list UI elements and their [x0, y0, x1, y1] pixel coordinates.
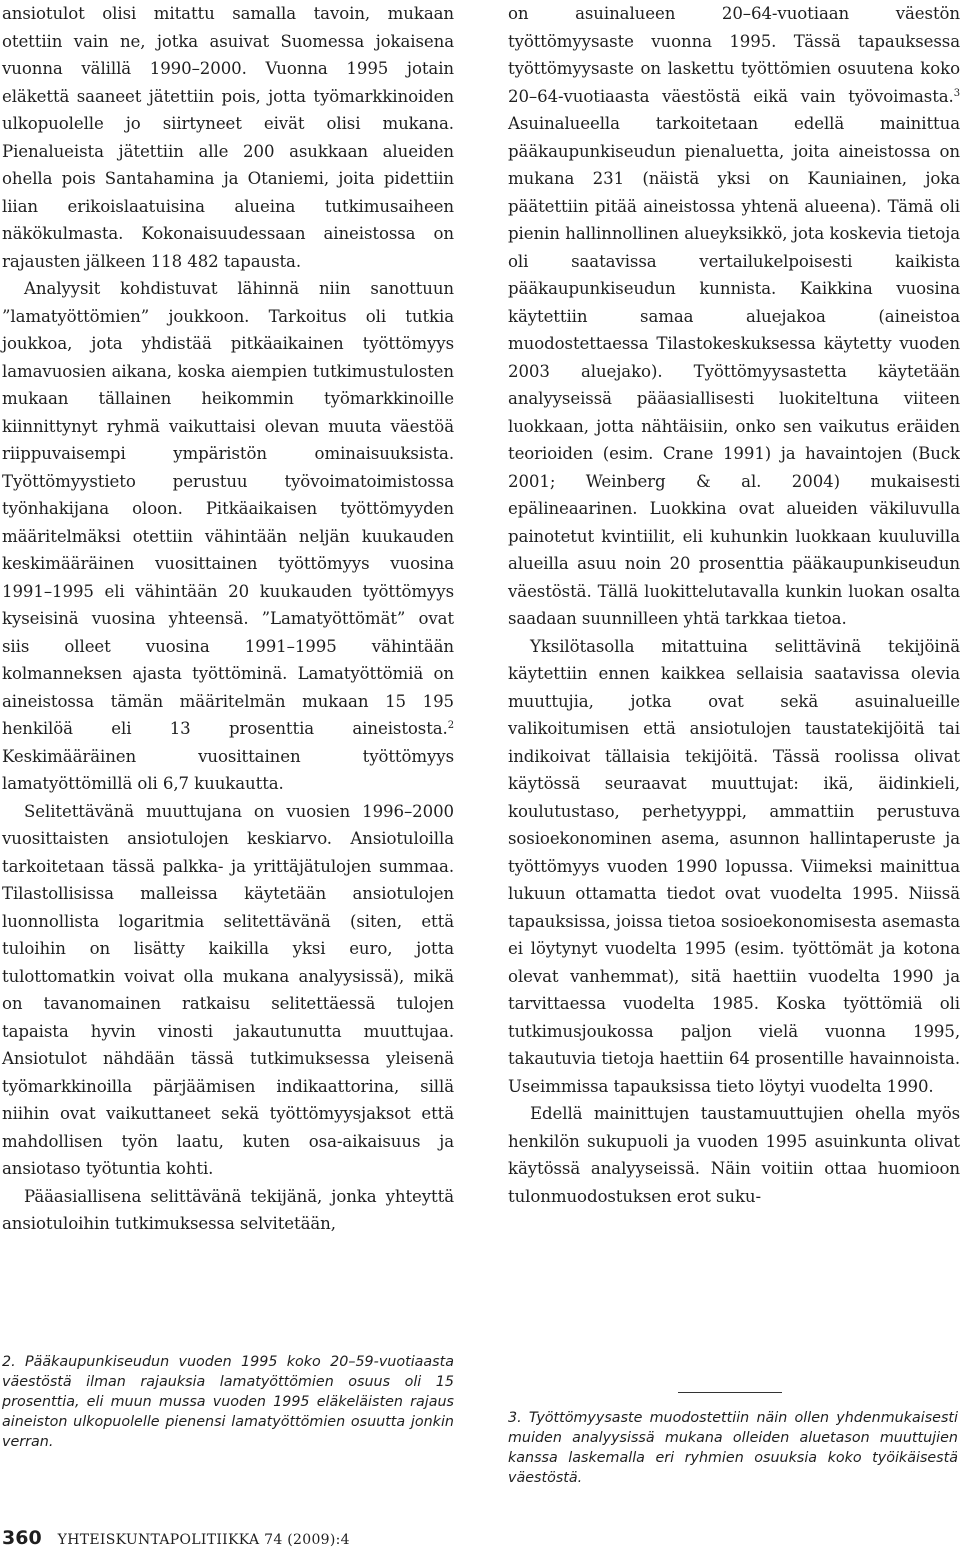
footnote-3: 3. Työttömyysaste muodostettiin näin ollen yhdenmukaisesti muiden analyysissä mukana olleiden aluetason muuttujien kanssa laskemalla eri ryhmien osuuksia koko työikäisestä väestöstä. [508, 1410, 958, 1486]
paragraph: Yksilötasolla mitattuina selittävinä tekijöinä käytettiin ennen kaikkea sellaisia saatavissa olevia muuttujia, jotka ovat sekä asuinalueille valikoitumisen että ansiotulojen taustatekijöitä tai indikoivat tällaisia tekijöitä. Tässä roolissa olivat käytössä seuraavat muuttujat: ikä, äidinkieli, koulutustaso, perhetyyppi, ammattiin perustuva sosioekonominen asema, asunnon hallintaperuste ja työttömyys vuoden 1990 lopussa. Viimeksi mainittua lukuun ottamatta tiedot ovat vuodelta 1995. Niissä tapauksissa, joissa tietoa sosioekonomisesta asemasta ei löytynyt vuodelta 1995 (esim. työttömät ja kotona olevat vanhemmat), sitä haettiin vuodelta 1990 ja tarvittaessa vuodelta 1985. Koska työttömiä oli tutkimusjoukossa paljon vielä vuonna 1995, takautuvia tietoja haettiin 64 prosentille havainnoista. Useimmissa tapauksissa tieto löytyi vuodelta 1990. [508, 636, 960, 1096]
page-number: 360 [2, 1527, 42, 1549]
paragraph: Pääasiallisena selittävänä tekijänä, jonka yhteyttä ansiotuloihin tutkimuksessa selvitetään, [2, 1186, 454, 1233]
footnote-ref-2[interactable]: 2 [447, 720, 454, 731]
footnote-divider [678, 1392, 782, 1393]
footnote-ref-3[interactable]: 3 [953, 87, 960, 99]
paragraph: Edellä mainittujen taustamuuttujien ohella myös henkilön sukupuoli ja vuoden 1995 asuinkunta olivat käytössä analyyseissä. Näin voitiin ottaa huomioon tulonmuodostuksen erot suku- [508, 1104, 960, 1206]
right-text-column [508, 0, 960, 1210]
paragraph: ansiotulot olisi mitattu samalla tavoin, mukaan otettiin vain ne, jotka asuivat Suomessa jokaisena vuonna välillä 1990–2000. Vuonna 1995 jotain eläkettä saaneet jätettiin pois, jotta työmarkkinoiden ulkopuolelle jo siirtyneet eivät olisi mukana. Pienalueista jätettiin alle 200 asukkaan alueiden ohella pois Santahamina ja Otaniemi, joita pidettiin liian erikoislaatuisina alueina tutkimusaiheen näkökulmasta. Kokonaisuudessaan aineistossa on rajausten jälkeen 118 482 tapausta. [2, 4, 454, 271]
paragraph: on asuinalueen 20–64-vuotiaan väestön työttömyysaste vuonna 1995. Tässä tapauksessa työttömyysaste on laskettu työttömien osuutena koko 20–64-vuotiaasta väestöstä eikä vain työvoimasta.$^3$ Asuinalueella tarkoitetaan edellä mainittua pääkaupunkiseudun pienaluetta, joita aineistossa on mukana 231 (näistä yksi on Kauniainen, joka päätettiin pitää aineistossa yhtenä alueena). Tämä oli pienin hallinnollinen alueyksikkö, jota koskevia tietoja oli saatavissa vertailukelpoisesti kaikista pääkaupunkiseudun kunnista. Kaikkina vuosina käytettiin samaa aluejakoa (aineistoa muodostettaessa Tilastokeskuksessa käytetty vuoden 2003 aluejako). Työttömyysastetta käytetään analyyseissä pääasiallisesti luokiteltuna viiteen luokkaan, jotta nähtäisiin, onko sen vaikutus eräiden teorioiden (esim. Crane 1991) ja havaintojen (Buck 2001; Weinberg & al. 2004) mukaisesti epälineaarinen. Luokkina ovat alueiden väkiluvulla painotetut kvintiilit, eli kuhunkin luokkaan kuuluvilla alueilla asuu noin 20 prosenttia pääkaupunkiseudun väestöstä. Tällä luokittelutavalla kunkin luokan osalta saadaan suunnilleen yhtä tarkkaa tietoa. [508, 4, 960, 628]
page-footer [2, 1527, 350, 1549]
paragraph: Selitettävänä muuttujana on vuosien 1996–2000 vuosittaisten ansiotulojen keskiarvo. Ansiotuloilla tarkoitetaan tässä palkka- ja yrittäjätulojen summaa. Tilastollisissa malleissa käytetään ansiotulojen luonnollista logaritmia selitettävänä (siten, että tuloihin on lisätty kaikilla yksi euro, jotta tulottomatkin voivat olla mukana analyysissä), mikä on tavanomainen ratkaisu selitettäessä tulojen tapaista hyvin vinosti jakautunutta muuttujaa. Ansiotulot nähdään tässä tutkimuksessa yleisenä työmarkkinoilla pärjäämisen indikaattorina, sillä niihin ovat vaikuttaneet sekä työttömyysjaksot että mahdollisen työn laatu, kuten osa-aikaisuus ja ansiotaso työtuntia kohti. [2, 801, 454, 1178]
paragraph: Analyysit kohdistuvat lähinnä niin sanottuun ”lamatyöttömien” joukkoon. Tarkoitus oli tutkia joukkoa, jota yhdistää pitkäaikainen työttömyys lamavuosien aikana, koska aiempien tutkimustulosten mukaan tällainen heikommin työmarkkinoille kiinnittynyt ryhmä vaikuttaisi olevan muuta väestöä riippuvaisempi ympäristön ominaisuuksista. Työttömyystieto perustuu työvoimatoimistossa työnhakijana oloon. Pitkäaikaisen työttömyyden määritelmäksi otettiin vähintään neljän kuukauden keskimääräinen vuosittainen työttömyys vuosina 1991–1995 eli vähintään 20 kuukauden työttömyys kyseisinä vuosina yhteensä. ”Lamatyöttömät” ovat siis olleet vuosina 1991–1995 vähintään kolmanneksen ajasta työttöminä. Lamatyöttömiä on aineistossa tämän määritelmän mukaan 15 195 henkilöä eli 13 prosenttia aineistosta.$^2$ Keskimääräinen vuosittainen työttömyys lamatyöttömillä oli 6,7 kuukautta. [2, 279, 454, 793]
left-text-column [2, 0, 454, 1238]
footnote-2: 2. Pääkaupunkiseudun vuoden 1995 koko 20–59-vuotiaasta väestöstä ilman rajauksia lamatyöttömien osuus oli 15 prosenttia, eli muun mussa vuoden 1995 eläkeläisten rajaus aineiston ulkopuolelle pienensi lamatyöttömien osuutta jonkin verran. [2, 1354, 454, 1450]
journal-name: YHTEISKUNTAPOLITIIKKA 74 (2009):4 [57, 1532, 350, 1548]
